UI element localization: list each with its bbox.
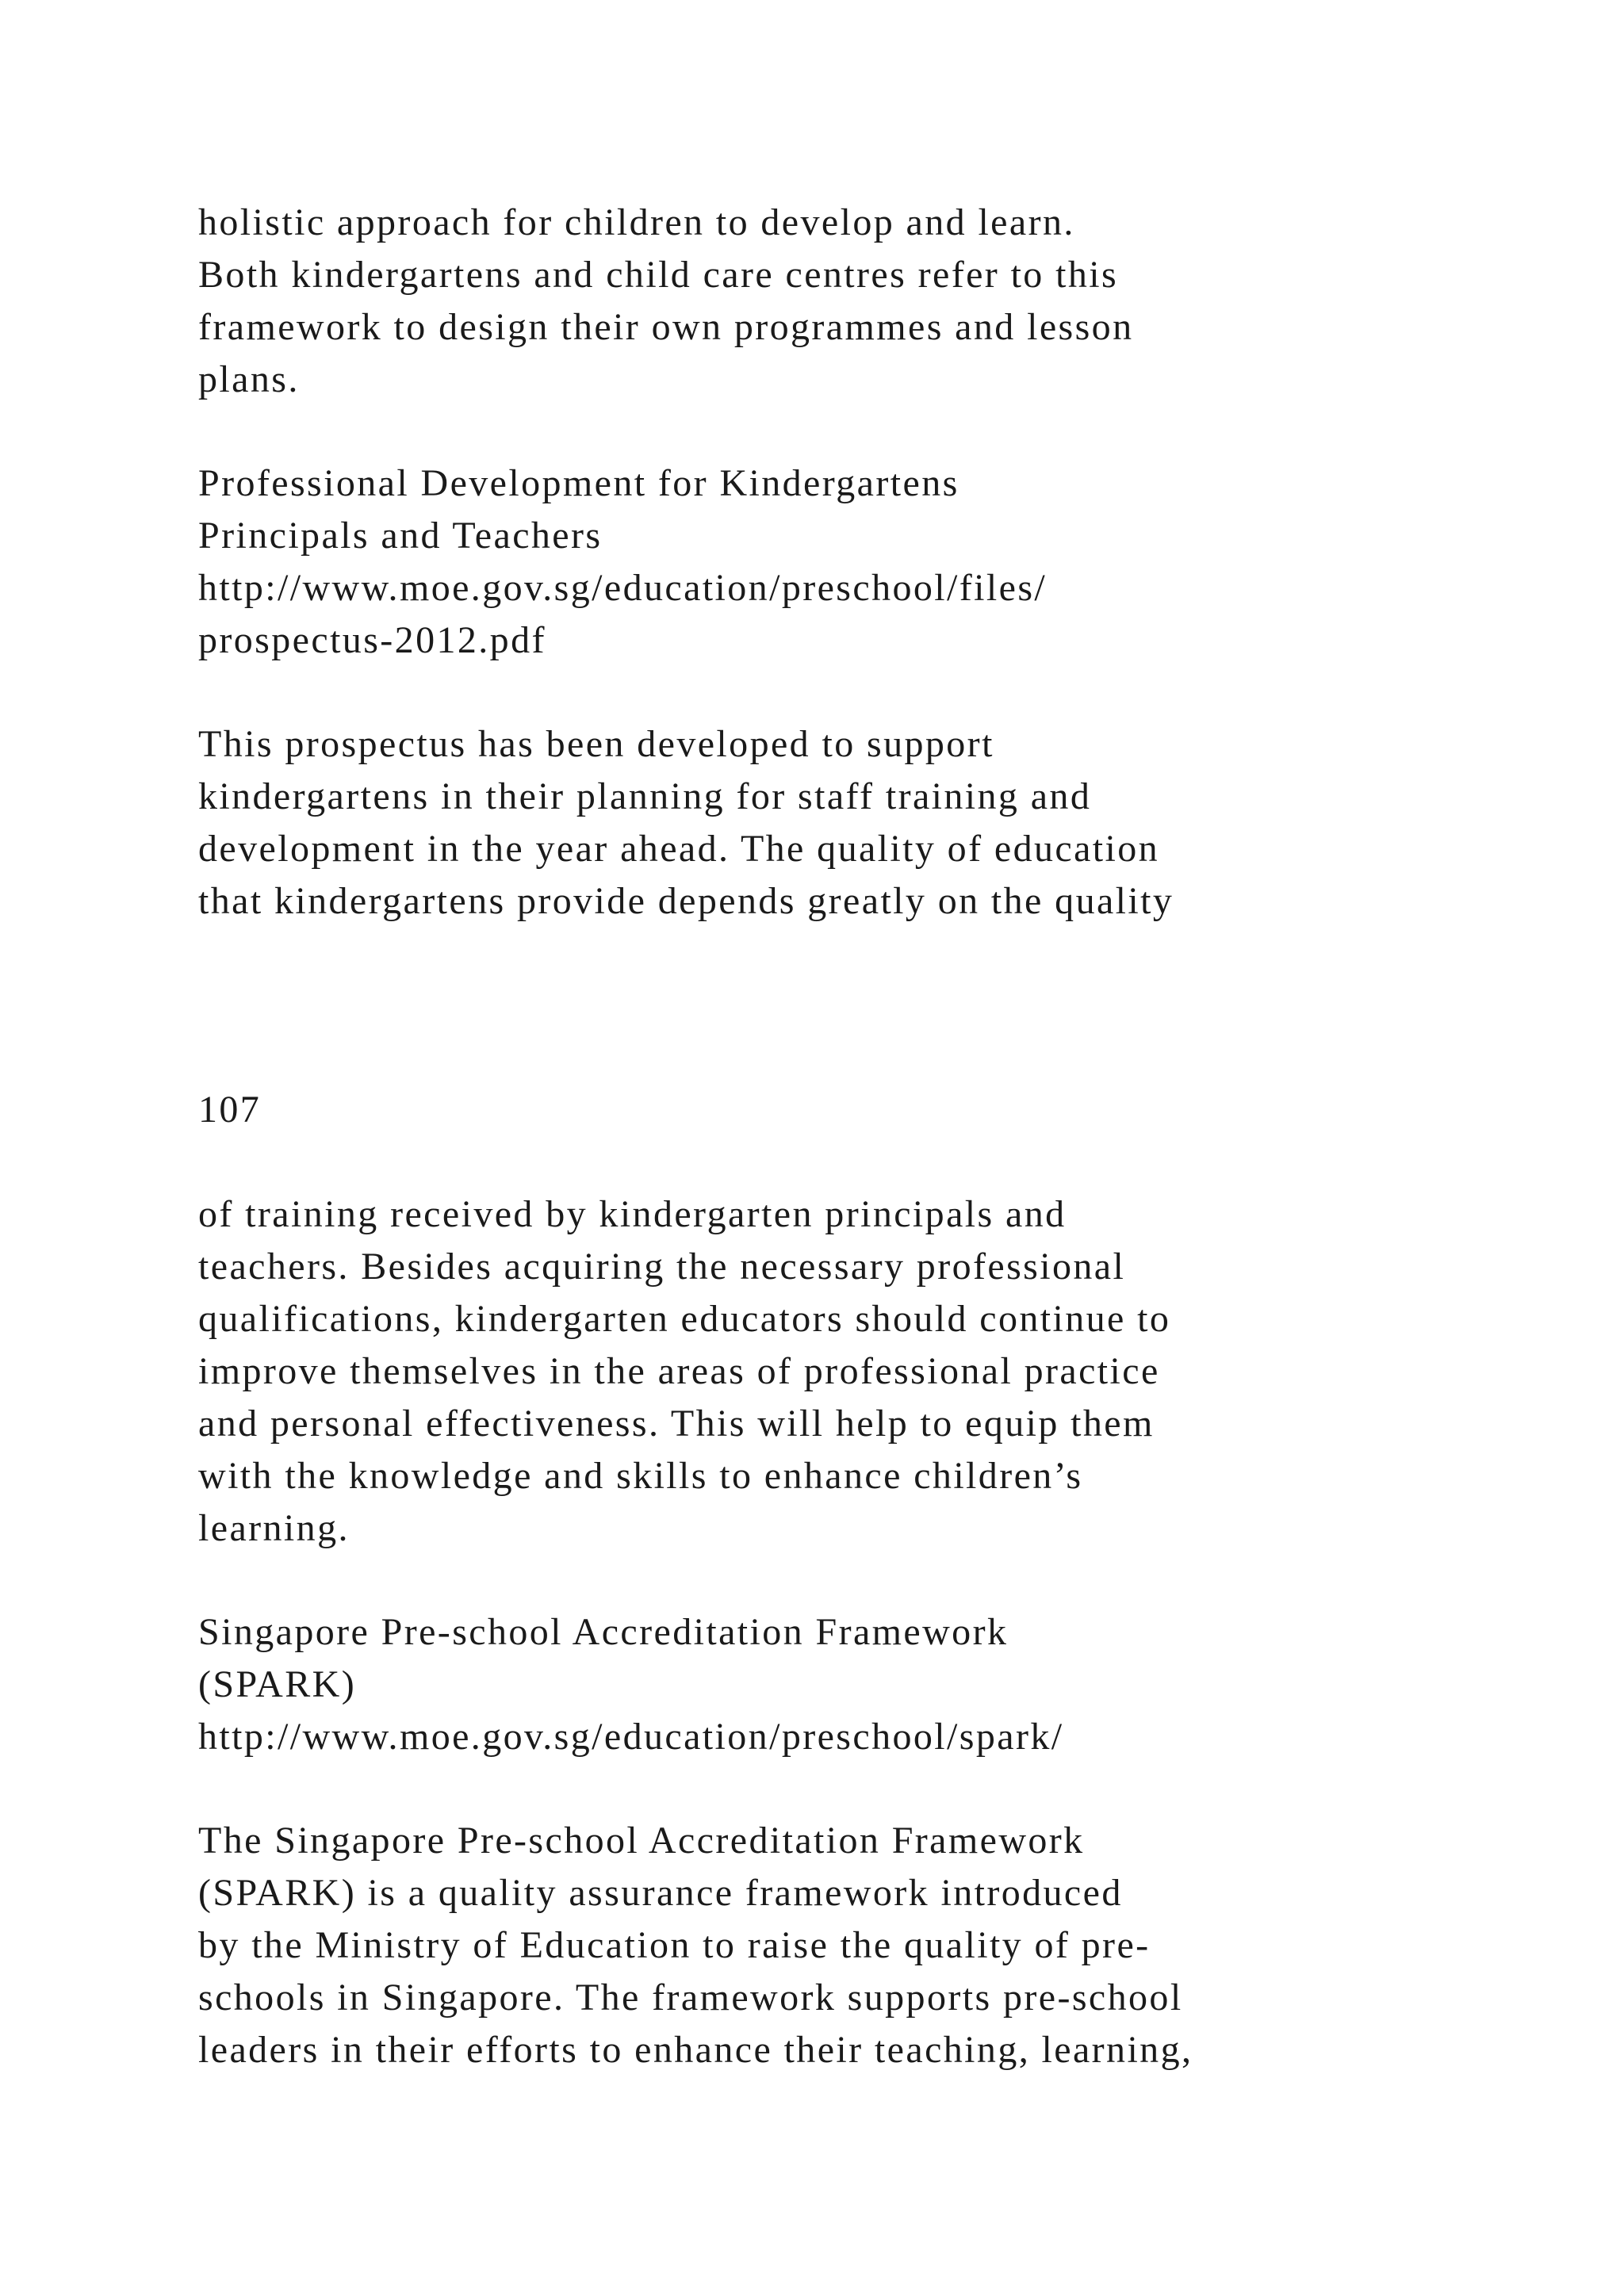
training-line-7: learning. bbox=[198, 1507, 350, 1549]
spark-heading-line-1: Singapore Pre-school Accreditation Framework bbox=[198, 1611, 1009, 1653]
pd-paragraph-line-3: development in the year ahead. The quality of education bbox=[198, 828, 1160, 870]
pd-heading-line-2: Principals and Teachers bbox=[198, 515, 603, 557]
training-line-3: qualifications, kindergarten educators should continue to bbox=[198, 1298, 1171, 1340]
spark-url: http://www.moe.gov.sg/education/preschool/spark/ bbox=[198, 1716, 1064, 1758]
pd-url-line-1: http://www.moe.gov.sg/education/preschool/files/ bbox=[198, 567, 1048, 609]
spark-paragraph-line-5: leaders in their efforts to enhance their teaching, learning, bbox=[198, 2029, 1193, 2071]
intro-line-3: framework to design their own programmes and lesson bbox=[198, 306, 1134, 348]
intro-line-4: plans. bbox=[198, 358, 300, 400]
spark-heading-line-2: (SPARK) bbox=[198, 1663, 357, 1705]
training-line-2: teachers. Besides acquiring the necessary professional bbox=[198, 1246, 1126, 1288]
intro-line-2: Both kindergartens and child care centres refer to this bbox=[198, 254, 1119, 296]
pd-heading-line-1: Professional Development for Kindergartens bbox=[198, 462, 959, 504]
page-number: 107 bbox=[198, 1089, 262, 1131]
pd-paragraph-line-4: that kindergartens provide depends greatly on the quality bbox=[198, 880, 1174, 922]
spark-paragraph-line-1: The Singapore Pre-school Accreditation Framework bbox=[198, 1820, 1085, 1862]
training-line-5: and personal effectiveness. This will help to equip them bbox=[198, 1402, 1155, 1445]
spark-paragraph-line-4: schools in Singapore. The framework supports pre-school bbox=[198, 1976, 1183, 2019]
spark-paragraph-line-2: (SPARK) is a quality assurance framework introduced bbox=[198, 1872, 1123, 1914]
spark-paragraph-line-3: by the Ministry of Education to raise the quality of pre- bbox=[198, 1924, 1151, 1966]
training-line-1: of training received by kindergarten principals and bbox=[198, 1193, 1067, 1235]
pd-paragraph-line-1: This prospectus has been developed to support bbox=[198, 723, 994, 765]
pd-paragraph-line-2: kindergartens in their planning for staff training and bbox=[198, 775, 1092, 817]
training-line-6: with the knowledge and skills to enhance children’s bbox=[198, 1455, 1083, 1497]
intro-line-1: holistic approach for children to develop and learn. bbox=[198, 201, 1075, 243]
training-line-4: improve themselves in the areas of professional practice bbox=[198, 1350, 1160, 1392]
pd-url-line-2: prospectus-2012.pdf bbox=[198, 619, 546, 661]
